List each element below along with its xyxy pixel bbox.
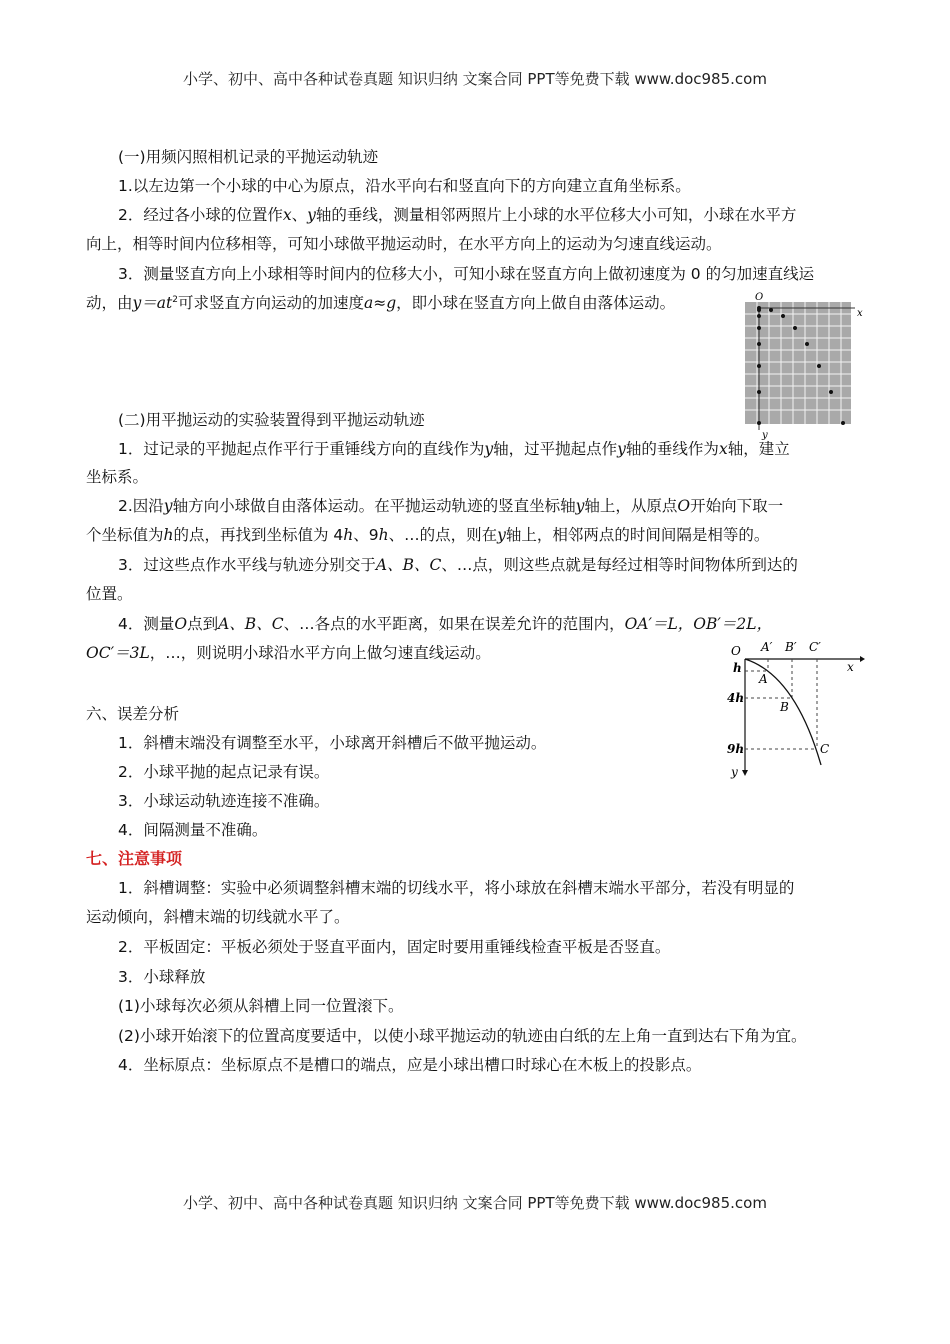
sec2-p1b: 坐标系。: [86, 468, 149, 486]
ball-point: [817, 364, 821, 368]
vertical-point: [757, 364, 761, 368]
sec2-p1a: 1．过记录的平抛起点作平行于重锤线方向的直线作为y轴，过平抛起点作y轴的垂线作为x轴，建立: [118, 440, 790, 458]
b-prime-label: B′: [785, 640, 797, 654]
sec7-p3: 3．小球释放: [118, 968, 206, 986]
sec6-item: 4．间隔测量不准确。: [118, 821, 268, 839]
sec2-p4b: OC′＝3L，…，则说明小球沿水平方向上做匀速直线运动。: [86, 644, 491, 662]
trajectory-figure: [725, 635, 865, 780]
sec6-item: 1．斜槽末端没有调整至水平，小球离开斜槽后不做平抛运动。: [118, 734, 547, 752]
9h-label: 9h: [727, 742, 745, 756]
sec2-p4a: 4．测量O点到A、B、C、…各点的水平距离，如果在误差允许的范围内，OA′＝L，OB′＝2L，: [118, 615, 773, 633]
ball-point: [769, 308, 773, 312]
y-label: y: [731, 765, 738, 779]
origin-label: O: [755, 292, 764, 303]
c-prime-label: C′: [809, 640, 821, 654]
x-label: x: [857, 308, 863, 319]
vertical-point: [757, 390, 761, 394]
c-label: C: [820, 742, 830, 756]
ball-point: [829, 390, 833, 394]
sec1-p2b: 向上，相等时间内位移相等，可知小球做平抛运动时，在水平方向上的运动为匀速直线运动。: [86, 235, 722, 253]
page-header: 小学、初中、高中各种试卷真题 知识归纳 文案合同 PPT等免费下载 www.doc985.com: [183, 70, 767, 88]
sec1-p3b: 动，由$y=at^2$可求竖直方向运动的加速度a≈g，即小球在竖直方向上做自由落体运动。: [86, 294, 676, 312]
x-label: x: [847, 660, 854, 674]
origin-label: O: [731, 644, 741, 658]
y-label: y: [762, 430, 768, 440]
vertical-point: [757, 308, 761, 312]
vertical-point: [757, 326, 761, 330]
ball-point: [781, 314, 785, 318]
sec2-p2b: 个坐标值为h的点，再找到坐标值为 4h、9h、…的点，则在y轴上，相邻两点的时间间隔是相等的。: [86, 526, 770, 544]
sec7-p3-2: (2)小球开始滚下的位置高度要适中，以使小球平抛运动的轨迹由白纸的左上角一直到达右下角为宜。: [118, 1027, 807, 1045]
sec6-item: 2．小球平抛的起点记录有误。: [118, 763, 330, 781]
sec6-title: 六、误差分析: [86, 705, 180, 723]
sec6-item: 3．小球运动轨迹连接不准确。: [118, 792, 330, 810]
sec2-p3a: 3．过这些点作水平线与轨迹分别交于A、B、C、…点，则这些点就是每经过相等时间物体所到达的: [118, 556, 798, 574]
sec7-title: 七、注意事项: [86, 849, 183, 868]
sec7-p3-1: (1)小球每次必须从斜槽上同一位置滚下。: [118, 997, 404, 1015]
grid-background: [745, 302, 851, 424]
ball-point: [841, 421, 845, 425]
vertical-point: [757, 421, 761, 425]
ball-point: [793, 326, 797, 330]
sec7-p4: 4．坐标原点：坐标原点不是槽口的端点，应是小球出槽口时球心在木板上的投影点。: [118, 1056, 702, 1074]
sec2-p2a: 2.因沿y轴方向小球做自由落体运动。在平抛运动轨迹的竖直坐标轴y轴上，从原点O开始向下取一: [118, 497, 784, 515]
page-footer: 小学、初中、高中各种试卷真题 知识归纳 文案合同 PPT等免费下载 www.doc985.com: [183, 1194, 767, 1212]
h-label: h: [733, 661, 742, 675]
4h-label: 4h: [727, 691, 745, 705]
sec1-p1: 1.以左边第一个小球的中心为原点，沿水平向右和竖直向下的方向建立直角坐标系。: [118, 177, 691, 195]
a-prime-label: A′: [761, 640, 773, 654]
vertical-point: [757, 314, 761, 318]
strobe-grid-figure: [745, 290, 870, 440]
sec1-title: (一)用频闪照相机记录的平抛运动轨迹: [118, 148, 379, 166]
b-label: B: [780, 700, 789, 714]
a-label: A: [759, 672, 768, 686]
sec2-p3b: 位置。: [86, 585, 133, 603]
vertical-point: [757, 342, 761, 346]
sec2-title: (二)用平抛运动的实验装置得到平抛运动轨迹: [118, 411, 425, 429]
sec7-p1b: 运动倾向，斜槽末端的切线就水平了。: [86, 908, 350, 926]
sec7-p2: 2．平板固定：平板必须处于竖直平面内，固定时要用重锤线检查平板是否竖直。: [118, 938, 671, 956]
sec7-p1a: 1．斜槽调整：实验中必须调整斜槽末端的切线水平，将小球放在斜槽末端水平部分，若没有明显的: [118, 879, 795, 897]
sec1-p2a: 2．经过各小球的位置作x、y轴的垂线，测量相邻两照片上小球的水平位移大小可知，小球在水平方: [118, 206, 797, 224]
ball-point: [805, 342, 809, 346]
sec1-p3a: 3．测量竖直方向上小球相等时间内的位移大小，可知小球在竖直方向上做初速度为 0 的匀加速直线运: [118, 265, 815, 283]
